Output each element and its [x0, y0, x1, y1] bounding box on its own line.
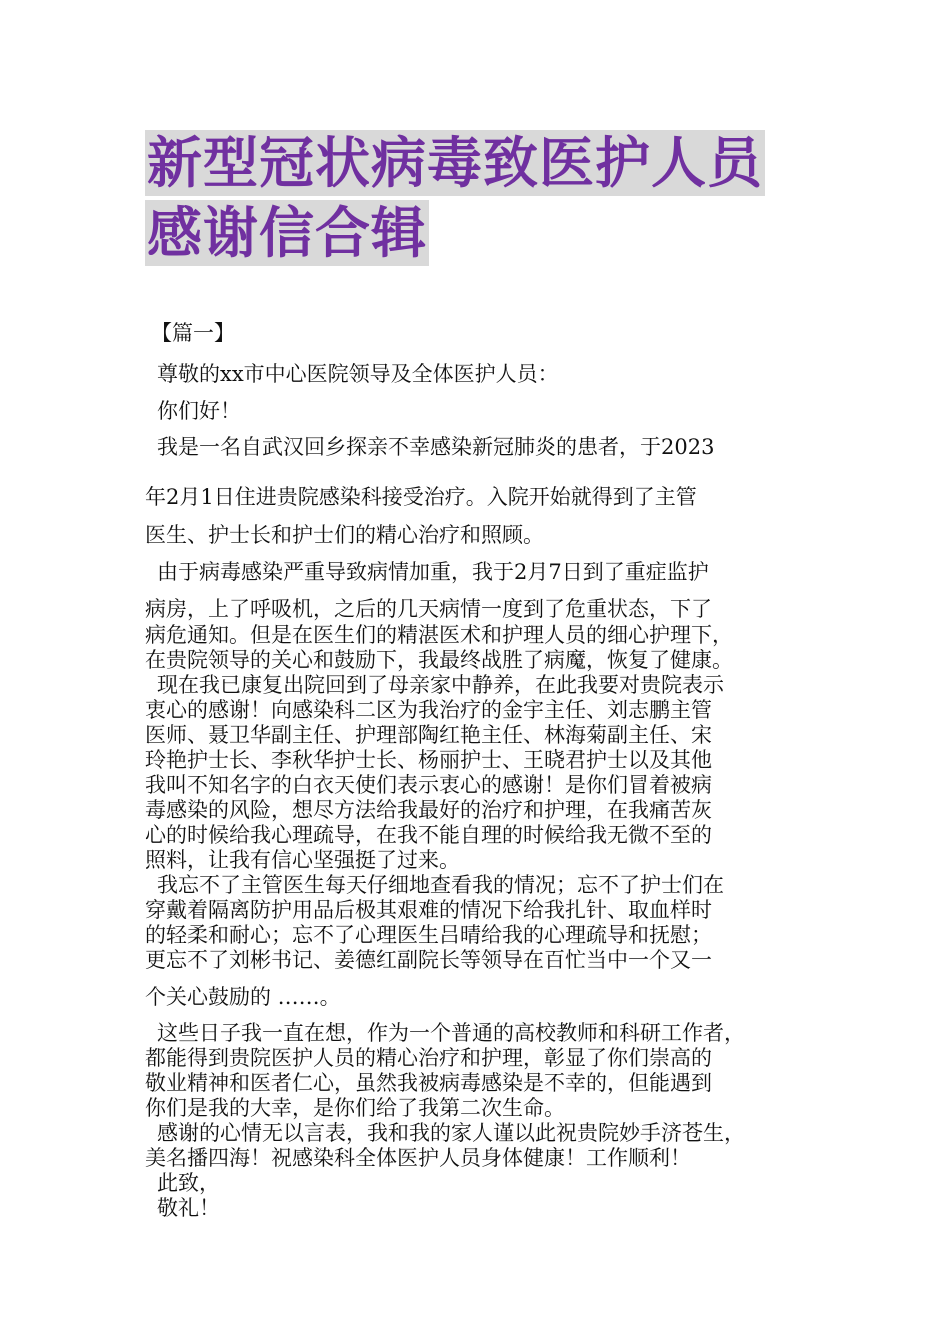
- body-line: 更忘不了刘彬书记、姜德红副院长等领导在百忙当中一个又一: [145, 948, 712, 972]
- body-line: 病危通知。但是在医生们的精湛医术和护理人员的细心护理下，: [145, 623, 733, 647]
- body-line: 我叫不知名字的白衣天使们表示衷心的感谢！是你们冒着被病: [145, 773, 712, 797]
- greeting: 你们好！: [157, 399, 241, 423]
- body-line: 衷心的感谢！向感染科二区为我治疗的金宇主任、刘志鹏主管: [145, 698, 712, 722]
- body-line: 穿戴着隔离防护用品后极其艰难的情况下给我扎针、取血样时: [145, 898, 712, 922]
- body-line: 医生、护士长和护士们的精心治疗和照顾。: [145, 523, 544, 547]
- body-line: 现在我已康复出院回到了母亲家中静养，在此我要对贵院表示: [157, 673, 724, 697]
- body-line: 的轻柔和耐心；忘不了心理医生吕晴给我的心理疏导和抚慰；: [145, 923, 712, 947]
- body-line: 都能得到贵院医护人员的精心治疗和护理，彰显了你们崇高的: [145, 1046, 712, 1070]
- title-line-2: 感谢信合辑: [147, 201, 428, 265]
- body-line: 病房，上了呼吸机，之后的几天病情一度到了危重状态，下了: [145, 597, 712, 621]
- body-line: 由于病毒感染严重导致病情加重，我于2月7日到了重症监护: [157, 560, 709, 584]
- body-line: 敬业精神和医者仁心，虽然我被病毒感染是不幸的，但能遇到: [145, 1071, 712, 1095]
- body-line: 美名播四海！祝感染科全体医护人员身体健康！工作顺利！: [145, 1146, 691, 1170]
- body-line: 年2月1日住进贵院感染科接受治疗。入院开始就得到了主管: [145, 485, 697, 509]
- body-line: 感谢的心情无以言表，我和我的家人谨以此祝贵院妙手济苍生，: [157, 1121, 745, 1145]
- body-line: 照料，让我有信心坚强挺了过来。: [145, 848, 460, 872]
- section-heading: 【篇一】: [151, 321, 235, 345]
- body-line: 毒感染的风险，想尽方法给我最好的治疗和护理，在我痛苦灰: [145, 798, 712, 822]
- closing-salute: 敬礼！: [157, 1196, 220, 1220]
- closing-line: 此致，: [157, 1171, 220, 1195]
- body-line: 我是一名自武汉回乡探亲不幸感染新冠肺炎的患者，于2023: [157, 435, 715, 459]
- body-line: 这些日子我一直在想，作为一个普通的高校教师和科研工作者，: [157, 1021, 745, 1045]
- body-line: 玲艳护士长、李秋华护士长、杨丽护士、王晓君护士以及其他: [145, 748, 712, 772]
- salutation: 尊敬的xx市中心医院领导及全体医护人员：: [157, 362, 559, 386]
- body-line: 在贵院领导的关心和鼓励下，我最终战胜了病魔，恢复了健康。: [145, 648, 733, 672]
- body-line: 医师、聂卫华副主任、护理部陶红艳主任、林海菊副主任、宋: [145, 723, 712, 747]
- body-line: 个关心鼓励的 ……。: [145, 985, 341, 1009]
- title-line-1: 新型冠状病毒致医护人员: [147, 131, 764, 195]
- body-line: 心的时候给我心理疏导，在我不能自理的时候给我无微不至的: [145, 823, 712, 847]
- body-line: 我忘不了主管医生每天仔细地查看我的情况；忘不了护士们在: [157, 873, 724, 897]
- body-line: 你们是我的大幸，是你们给了我第二次生命。: [145, 1096, 565, 1120]
